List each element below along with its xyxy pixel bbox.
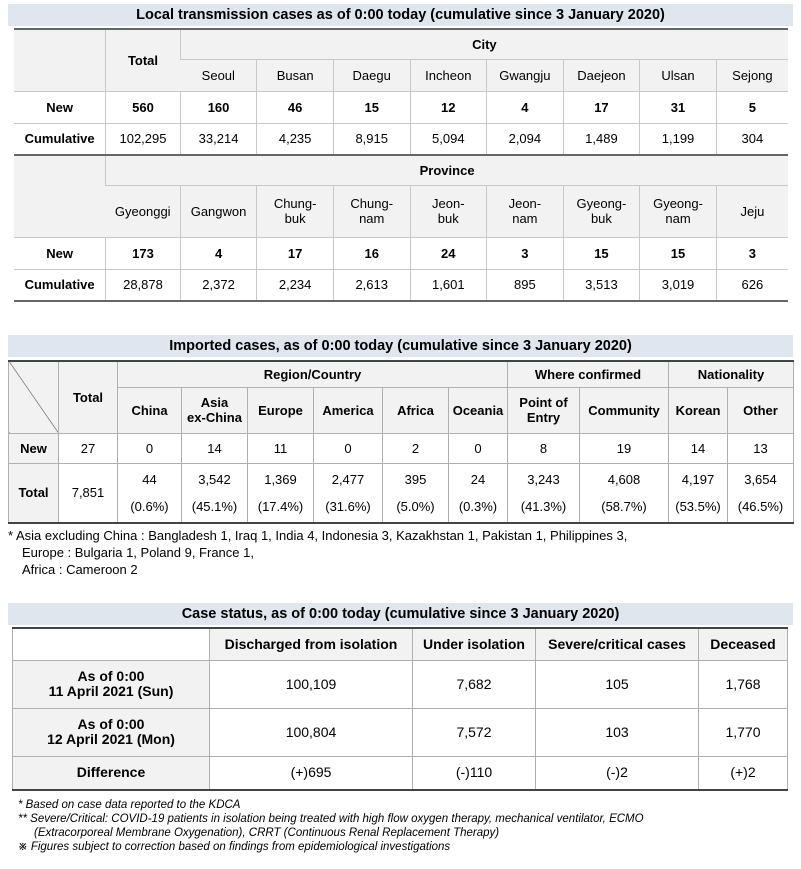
imported-new-value: 0 [118,433,182,463]
imported-new-value: 0 [449,433,508,463]
row-label-cumulative: Cumulative [14,269,106,301]
case-status-value: 1,770 [699,708,788,756]
city-new-value: 31 [640,91,717,123]
local-transmission-title: Local transmission cases as of 0:00 today (cumulative since 3 January 2020) [8,4,793,26]
case-status-table [12,627,788,791]
case-status-value: 105 [536,660,699,708]
province-header: Chung- nam [333,185,410,237]
imported-total-value: 3,243 [527,471,560,487]
imported-row-label-new: New [9,433,59,463]
imported-total-value: 4,608 [607,471,641,487]
city-total-header: Total [106,29,181,91]
imported-cases-title: Imported cases, as of 0:00 today (cumulative since 3 January 2020) [8,335,793,357]
imported-total-value: 44 [142,471,157,487]
imported-total-value: 24 [470,471,486,487]
province-cumulative-value: 895 [487,269,564,301]
case-status-row-label [13,708,210,756]
case-status-row-label [13,660,210,708]
province-new-value: 3 [487,237,564,269]
imported-total-value: 3,542 [198,471,231,487]
imported-col-header: China [118,387,182,433]
city-new-value: 15 [333,91,410,123]
case-status-value: 100,804 [210,708,413,756]
imported-total-cell [669,463,728,523]
imported-total-value: 3,654 [744,471,777,487]
province-cumulative-value: 2,234 [257,269,334,301]
case-status-notes [18,798,788,854]
case-status-note: ** Severe/Critical: COVID-19 patients in isolation being treated with high flow oxygen therapy, mechanical ventilator, ECMO [18,813,644,825]
difference-value: (+)695 [210,756,413,790]
province-header: Chung- buk [257,185,334,237]
imported-col-header: Africa [383,387,449,433]
city-header-seoul: Seoul [180,59,257,91]
imported-total-value: 2,477 [331,471,365,487]
imported-total-pct: (17.4%) [257,498,304,514]
city-new-value: 46 [257,91,334,123]
city-cumulative-value: 33,214 [180,123,257,155]
imported-col-header: Korean [669,387,728,433]
province-header: Jeon- buk [410,185,487,237]
case-status-corner-cell [13,628,210,660]
date-label-line1: As of 0:00 [77,668,145,684]
case-status-header-under-isolation: Under isolation [413,628,536,660]
imported-new-value: 0 [314,433,383,463]
city-group-header: City [180,29,788,59]
city-cumulative-row [14,123,788,155]
case-status-row [13,708,788,756]
imported-total-cell [248,463,314,523]
imported-col-header: Oceania [449,387,508,433]
difference-value: (-)110 [413,756,536,790]
city-header-ulsan: Ulsan [640,59,717,91]
imported-total-pct: (0.3%) [458,498,498,514]
nationality-header: Nationality [669,361,794,387]
date-label-line2: 11 April 2021 (Sun) [48,683,174,699]
province-corner-cell [14,155,106,237]
imported-total-value: 4,197 [681,471,715,487]
imported-total-pct: (41.3%) [520,498,567,514]
city-cumulative-total: 102,295 [106,123,181,155]
date-label-line2: 12 April 2021 (Mon) [47,731,175,747]
province-new-value: 3 [716,237,788,269]
city-corner-cell [14,29,106,91]
province-new-value: 16 [333,237,410,269]
city-new-value: 17 [563,91,640,123]
imported-new-value: 11 [248,433,314,463]
province-header: Jeon- nam [487,185,564,237]
province-new-value: 4 [180,237,257,269]
case-status-value: 103 [536,708,699,756]
date-label-line1: As of 0:00 [77,716,145,732]
local-transmission-table [14,28,788,302]
city-header-sejong: Sejong [716,59,788,91]
case-status-note: * Based on case data reported to the KDCA [18,799,241,811]
case-status-note: (Extracorporeal Membrane Oxygenation), CRRT (Continuous Renal Replacement Therapy) [34,827,500,839]
province-header: Gyeonggi [106,185,181,237]
case-status-value: 7,682 [413,660,536,708]
row-label-cumulative: Cumulative [24,131,95,147]
imported-new-value: 14 [669,433,728,463]
imported-cases-table [8,360,794,524]
imported-total-cell [449,463,508,523]
imported-total-pct: (31.6%) [325,498,371,514]
city-cumulative-value: 5,094 [410,123,487,155]
city-new-total: 560 [106,91,181,123]
imported-total-pct: (0.6%) [130,498,169,514]
imported-total-cell [314,463,383,523]
imported-total-pct: (53.5%) [675,498,721,514]
case-status-row [13,660,788,708]
imported-total-cell [580,463,669,523]
imported-footnote-line: Europe : Bulgaria 1, Poland 9, France 1, [22,545,254,560]
province-new-value: 173 [106,237,181,269]
city-new-value: 160 [180,91,257,123]
where-confirmed-header: Where confirmed [508,361,669,387]
city-cumulative-value: 1,489 [563,123,640,155]
imported-total-cell [508,463,580,523]
case-status-header-discharged: Discharged from isolation [210,628,413,660]
city-new-row [14,91,788,123]
imported-total-pct: (46.5%) [737,498,784,514]
case-status-header-severe: Severe/critical cases [536,628,699,660]
imported-new-value: 2 [383,433,449,463]
imported-footnote-line: * Asia excluding China : Bangladesh 1, Iraq 1, India 4, Indonesia 3, Kazakhstan 1, Pakistan 1, Philippines 3, [8,528,628,543]
city-new-value: 5 [716,91,788,123]
city-new-value: 4 [487,91,564,123]
imported-new-value: 14 [182,433,248,463]
province-cumulative-value: 1,601 [410,269,487,301]
imported-total-row [9,463,794,523]
imported-col-header: Europe [248,387,314,433]
province-group-header: Province [106,155,788,185]
imported-total-cell [118,463,182,523]
imported-total-cell [182,463,248,523]
row-label-new: New [14,237,106,269]
imported-new-row [9,433,794,463]
imported-footnote-line: Africa : Cameroon 2 [22,562,138,577]
imported-row-label-total: Total [9,463,59,523]
case-status-title: Case status, as of 0:00 today (cumulative since 3 January 2020) [8,603,793,625]
province-new-value: 24 [410,237,487,269]
case-status-value: 7,572 [413,708,536,756]
province-cumulative-value: 28,878 [106,269,181,301]
imported-new-total: 27 [59,433,118,463]
imported-corner-cell [9,361,59,433]
imported-new-value: 8 [508,433,580,463]
imported-col-header: Point of Entry [508,387,580,433]
imported-total-header: Total [59,361,118,433]
imported-total-total: 7,851 [59,463,118,523]
city-header-incheon: Incheon [410,59,487,91]
imported-col-header: Other [728,387,794,433]
province-header: Gangwon [180,185,257,237]
imported-col-header: America [314,387,383,433]
province-new-row [14,237,788,269]
city-cumulative-value: 1,199 [640,123,717,155]
row-label-new: New [14,91,106,123]
city-cumulative-value: 2,094 [487,123,564,155]
province-cumulative-value: 2,613 [333,269,410,301]
difference-value: (-)2 [536,756,699,790]
city-cumulative-value: 4,235 [257,123,334,155]
imported-total-pct: (58.7%) [601,498,647,514]
difference-value: (+)2 [699,756,788,790]
case-status-header-deceased: Deceased [699,628,788,660]
province-new-value: 15 [640,237,717,269]
city-cumulative-value: 8,915 [333,123,410,155]
city-new-value: 12 [410,91,487,123]
province-cumulative-value: 626 [716,269,788,301]
difference-label: Difference [13,756,210,790]
city-cumulative-value: 304 [716,123,788,155]
imported-col-header: Asia ex-China [182,387,248,433]
province-header: Gyeong- nam [640,185,717,237]
case-status-note: ※ Figures subject to correction based on findings from epidemiological investigations [18,841,451,853]
province-cumulative-row [14,269,788,301]
city-header-daegu: Daegu [333,59,410,91]
province-new-value: 15 [563,237,640,269]
imported-total-cell [383,463,449,523]
imported-new-value: 19 [580,433,669,463]
city-header-busan: Busan [257,59,334,91]
city-header-gwangju: Gwangju [487,59,564,91]
region-country-header: Region/Country [118,361,508,387]
imported-total-pct: (5.0%) [396,498,435,514]
imported-col-header: Community [580,387,669,433]
imported-total-value: 1,369 [264,471,297,487]
imported-total-cell [728,463,794,523]
city-header-daejeon: Daejeon [563,59,640,91]
province-cumulative-value: 2,372 [180,269,257,301]
province-cumulative-value: 3,513 [563,269,640,301]
case-status-value: 1,768 [699,660,788,708]
province-cumulative-value: 3,019 [640,269,717,301]
province-new-value: 17 [257,237,334,269]
case-status-difference-row [13,756,788,790]
imported-total-value: 395 [404,471,427,487]
imported-footnote [8,527,793,578]
imported-new-value: 13 [728,433,794,463]
case-status-value: 100,109 [210,660,413,708]
province-header: Gyeong- buk [563,185,640,237]
province-header: Jeju [716,185,788,237]
imported-total-pct: (45.1%) [191,498,238,514]
